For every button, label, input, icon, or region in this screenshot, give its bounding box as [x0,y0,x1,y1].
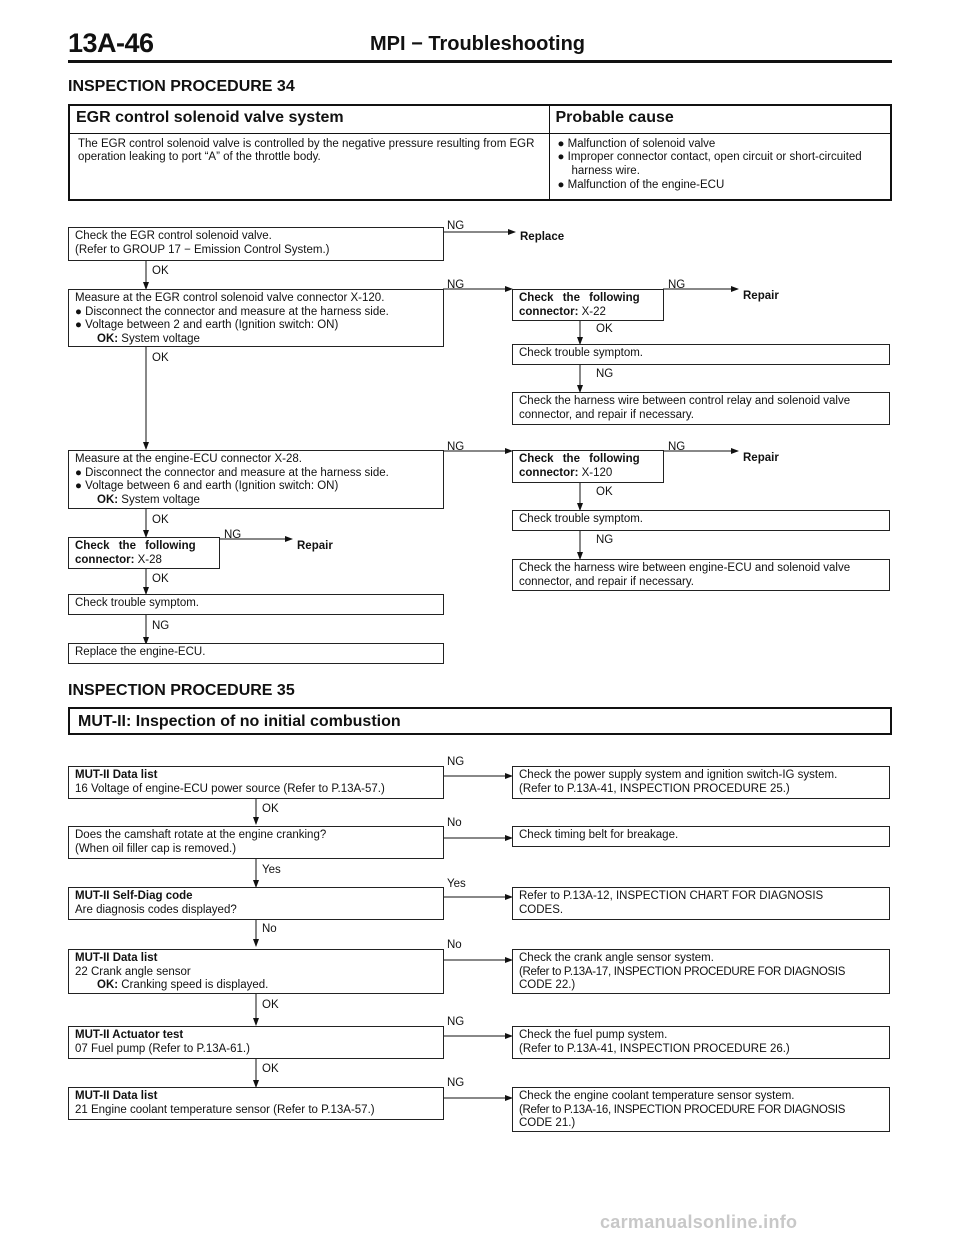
bullet-line: ● Voltage between 2 and earth (Ignition switch: ON) [75,319,339,332]
box-text: Check the engine coolant temperature sensor system. [519,1090,795,1102]
yes-label: Yes [447,878,466,890]
result-fuel-pump [512,1026,890,1059]
box-text: Check the EGR control solenoid valve. [75,230,272,242]
result-coolant-sensor [512,1087,890,1132]
result-crank-angle [512,949,890,994]
ng-label: NG [152,620,170,632]
check-trouble-symptom-box-2 [512,510,890,531]
box-text: Check the following [519,453,640,465]
repair-label: Repair [297,540,333,552]
box-text: connector, and repair if necessary. [519,575,694,588]
ok-label: OK [262,803,279,815]
box-text: Check the crank angle sensor system. [519,952,714,964]
check-connector-x120-box: Check the following connector: X-120 [512,450,664,483]
box-text: (Refer to P.13A-41, INSPECTION PROCEDURE 26.) [519,1042,790,1055]
ok-label: OK [152,352,169,364]
cause-item: ● Improper connector contact, open circuit or short-circuited harness wire. [557,151,862,178]
result-diagnosis-chart [512,887,890,920]
proc34-heading: INSPECTION PROCEDURE 34 [68,78,295,95]
box-text: MUT-II Self-Diag code [75,890,193,902]
ok-line: OK: System voltage [97,493,200,506]
repair-label: Repair [743,290,779,302]
proc35-heading: INSPECTION PROCEDURE 35 [68,682,295,699]
box-text: Check trouble symptom. [519,347,643,359]
ng-label: NG [447,756,465,768]
no-label: No [447,939,462,951]
box-text: 07 Fuel pump (Refer to P.13A-61.) [75,1042,250,1055]
box-text: MUT-II Data list [75,769,158,781]
replace-label: Replace [520,231,565,243]
box-text: (Refer to P.13A-17, INSPECTION PROCEDURE FOR DIAGNOSIS [519,965,846,978]
ok-label: OK [596,323,613,335]
check-egr-valve-box [68,227,444,261]
box-text: Measure at the EGR control solenoid valve connector X-120. [75,292,385,304]
result-timing-belt [512,826,890,847]
repair-label: Repair [743,452,779,464]
box-text: Check trouble symptom. [75,597,199,609]
check-harness-ecu-box [512,559,890,591]
ng-label: NG [596,368,614,380]
box-text: CODE 21.) [519,1117,576,1130]
bullet-line: ● Disconnect the connector and measure at the harness side. [75,466,389,479]
box-text: Check the following [519,292,640,304]
watermark: carmanualsonline.info [600,1212,798,1232]
box-text: connector, and repair if necessary. [519,408,694,421]
box-text: (Refer to P.13A-16, INSPECTION PROCEDURE FOR DIAGNOSIS [519,1103,846,1116]
ok-label: OK [262,999,279,1011]
yes-label: Yes [262,864,281,876]
no-label: No [447,817,462,829]
ok-label: OK [596,486,613,498]
page-number: 13A-46 [68,28,154,58]
box-text: Are diagnosis codes displayed? [75,903,237,916]
check-harness-relay-box [512,392,890,425]
box-text: MUT-II Actuator test [75,1029,184,1041]
box-text: (Refer to P.13A-41, INSPECTION PROCEDURE 25.) [519,782,790,795]
box-text: Measure at the engine-ECU connector X-28. [75,453,302,465]
box-text: Check the fuel pump system. [519,1029,668,1041]
check-connector-x22-box: Check the following connector: X-22 [512,289,664,321]
box-text: Check trouble symptom. [519,513,643,525]
ok-label: OK [152,573,169,585]
replace-ecu-box [68,643,444,664]
ng-label: NG [224,529,242,541]
bullet-line: ● Disconnect the connector and measure at the harness side. [75,305,389,318]
ok-line: OK: Cranking speed is displayed. [97,979,269,992]
check-connector-x28-box: Check the following connector: X-28 [68,537,220,569]
proc35-title: MUT-II: Inspection of no initial combustion [68,707,892,735]
cause-item: ● Malfunction of the engine-ECU [557,178,725,191]
step-data-list-16 [68,766,444,799]
step-self-diag-code [68,887,444,920]
ng-label: NG [447,1077,465,1089]
ng-label: NG [668,441,686,453]
box-text: 16 Voltage of engine-ECU power source (Refer to P.13A-57.) [75,782,385,795]
box-text: MUT-II Data list [75,952,158,964]
box-text: 21 Engine coolant temperature sensor (Refer to P.13A-57.) [75,1103,375,1116]
measure-egr-connector-box [68,289,444,347]
step-data-list-22 [68,949,444,994]
ng-label: NG [447,441,465,453]
ng-label: NG [596,534,614,546]
box-text: CODE 22.) [519,979,576,992]
box-text: 22 Crank angle sensor [75,965,191,978]
bullet-line: ● Voltage between 6 and earth (Ignition switch: ON) [75,480,339,493]
ok-label: OK [152,514,169,526]
ok-label: OK [262,1063,279,1075]
step-camshaft-rotate [68,826,444,859]
ng-label: NG [447,279,465,291]
ng-label: NG [447,1016,465,1028]
box-text: Does the camshaft rotate at the engine cranking? [75,829,327,841]
box-text: Check the harness wire between engine-ECU and solenoid valve [519,562,851,574]
check-trouble-symptom-box [512,344,890,365]
box-text: Check the harness wire between control relay and solenoid valve [519,395,851,407]
page-title: MPI − Troubleshooting [370,33,585,55]
cause-item: ● Malfunction of solenoid valve [557,137,716,150]
ok-label: OK [152,265,169,277]
box-text: (Refer to GROUP 17 − Emission Control System.) [75,243,330,256]
ng-label: NG [668,279,686,291]
measure-ecu-connector-box [68,450,444,509]
col1-header: EGR control solenoid valve system [69,105,549,133]
col2-header: Probable cause [549,105,891,133]
ok-line: OK: System voltage [97,332,200,345]
step-actuator-test [68,1026,444,1059]
box-text: (When oil filler cap is removed.) [75,842,237,855]
box-text: Check the power supply system and ignition switch-IG system. [519,769,838,781]
box-text: CODES. [519,903,564,916]
ng-label: NG [447,220,465,232]
step-data-list-21 [68,1087,444,1120]
box-text: Check the following [75,540,196,552]
check-trouble-symptom-box-3 [68,594,444,615]
box-text: Check timing belt for breakage. [519,829,679,841]
box-text: Replace the engine-ECU. [75,646,206,658]
box-text: Refer to P.13A-12, INSPECTION CHART FOR DIAGNOSIS [519,890,824,902]
system-description: The EGR control solenoid valve is controlled by the negative pressure resulting from EGR operation leaking to port “A” of the throttle body. [69,133,549,200]
no-label: No [262,923,277,935]
result-power-supply [512,766,890,799]
box-text: MUT-II Data list [75,1090,158,1102]
